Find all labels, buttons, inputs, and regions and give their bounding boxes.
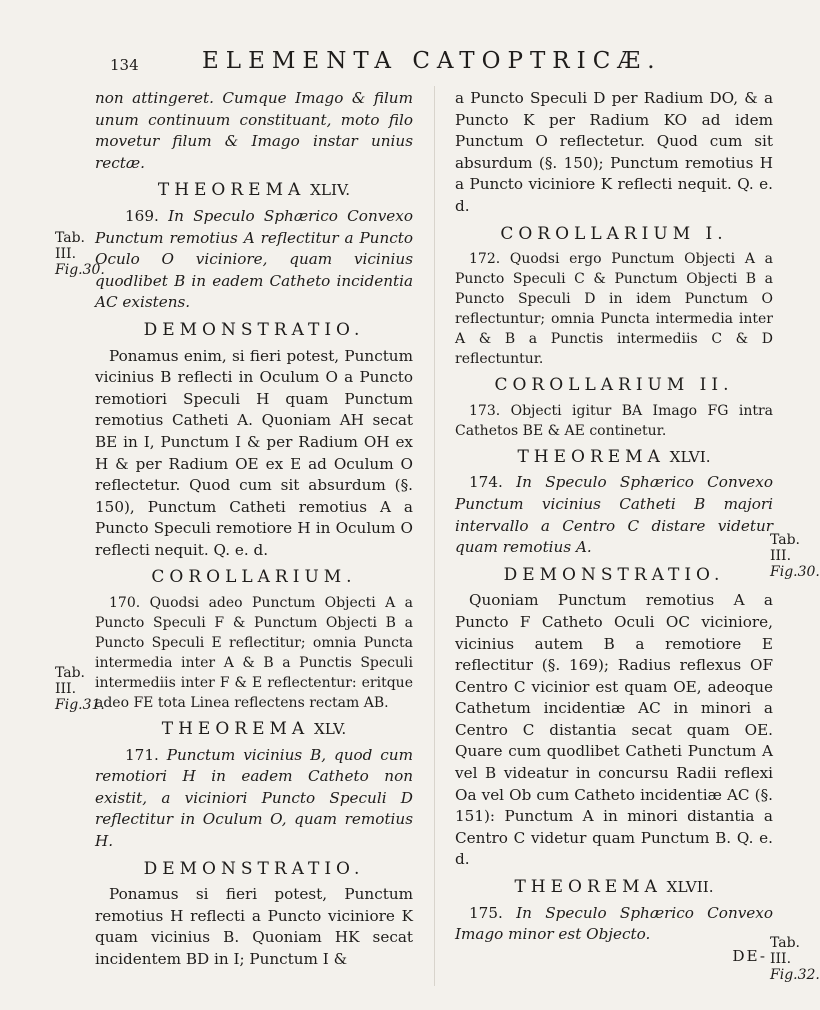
theorem-number: XLVII. (666, 878, 714, 897)
demonstratio-1-heading (95, 320, 413, 342)
margin-note-left-2 (55, 665, 105, 713)
demonstratio-3-text: Quoniam Punctum remotius A a Puncto F Catheto Oculi OC viciniore, vicinius autem B a remotiore E reflectitur (§. 169); Radius reflexus OF Centro C vicinior est quam OE, adeoque Cathetum incidentiæ AC in minori a Centro C distantia secat quam OE. Quare cum quodlibet Catheti Punctum A vel B videatur in concursu Radii reflexi Oa vel Ob cum Catheto incidentiæ AC (§. 151): Punctum A in minori distantia a Centro C videtur quam Punctum B. Q. e. d. (455, 591, 773, 869)
margin-figure: Fig.30. (55, 262, 105, 278)
theorem-47-statement (455, 903, 773, 946)
corollarium-body: Objecti igitur BA Imago FG intra Cathetos BE & AE continetur. (455, 402, 774, 439)
corollarium-label: COROLLARIUM II. (494, 375, 734, 396)
demonstratio-label: DEMONSTRATIO. (143, 319, 365, 340)
demonstratio-label: DEMONSTRATIO. (143, 858, 365, 879)
margin-note-left-1 (55, 230, 105, 278)
corollarium-body: Quodsi adeo Punctum Objecti A a Puncto Speculi F & Punctum Objecti B a Puncto Speculi E reflectitur; omnia Puncta intermedia inter A & B a Punctis Speculi intermediis inter F & E reflectentur: eritque adeo FE tota Linea reflectens rectam AB. (95, 595, 414, 712)
theorem-label: THEOREMA (161, 719, 310, 740)
margin-note-right-2 (770, 935, 820, 983)
demonstratio-3-heading (455, 565, 773, 587)
margin-note-right-1 (770, 532, 820, 580)
theorem-statement: Punctum vicinius B, quod cum remotiori H in eadem Catheto non existit, a viciniori Puncto Speculi D reflectitur in Oculum O, quam remotius H. (95, 745, 413, 851)
margin-figure: Fig.30. (770, 564, 820, 580)
right-column (455, 88, 773, 967)
demonstratio-label: DEMONSTRATIO. (503, 564, 725, 585)
margin-tab: Tab. (770, 935, 801, 951)
theorem-46-heading (455, 447, 773, 469)
left-column (95, 88, 413, 971)
margin-plate: III. (770, 548, 792, 564)
theorem-number: XLIV. (310, 181, 351, 200)
margin-plate: III. (770, 951, 792, 967)
corollarium-1-text (455, 249, 773, 369)
theorem-number: XLVI. (669, 447, 711, 466)
theorem-46-statement (455, 472, 773, 558)
corollarium-heading (95, 567, 413, 589)
margin-tab: Tab. (770, 532, 801, 548)
theorem-45-heading (95, 719, 413, 741)
corollarium-2-heading (455, 375, 773, 397)
paragraph-number: 172. (469, 251, 501, 268)
corollarium-text (95, 593, 413, 713)
theorem-label: THEOREMA (514, 877, 662, 898)
theorem-47-heading (455, 877, 773, 899)
theorem-44-statement (95, 206, 413, 314)
demonstratio-1-text: Ponamus enim, si fieri potest, Punctum vicinius B reflecti in Oculum O a Puncto remotiori Speculi H quam Punctum remotius Catheti A. Quoniam AH secat BE in I, Punctum I & per Radium OH ex H & per Radium OE ex E ad Oculum O reflectetur. Quod cum sit absurdum (§. 150), Punctum Catheti remotius A a Puncto Speculi remotiore H in Oculum O reflecti nequit. Q. e. d. (95, 346, 413, 559)
margin-plate: III. (55, 681, 77, 697)
running-title: ELEMENTA CATOPTRICÆ. (202, 48, 662, 74)
paragraph-number: 174. (469, 473, 503, 492)
paragraph-number: 171. (125, 745, 159, 764)
theorem-label: THEOREMA (517, 446, 665, 467)
theorem-statement: In Speculo Sphærico Convexo Punctum vicinius Catheti B majori intervallo a Centro C distare videtur quam remotius A. (455, 473, 773, 557)
margin-tab: Tab. (55, 665, 86, 681)
corollarium-body: Quodsi ergo Punctum Objecti A a Puncto Speculi C & Punctum Objecti B a Puncto Speculi D in idem Punctum O reflectuntur; omnia Puncta intermedia inter A & B a Punctis intermediis C & D reflectuntur. (455, 251, 773, 368)
page-number: 134 (110, 56, 139, 74)
corollarium-label: COROLLARIUM I. (500, 223, 728, 244)
margin-tab: Tab. (55, 230, 86, 246)
catchword: DE- (732, 946, 767, 965)
margin-figure: Fig.31. (55, 697, 105, 713)
margin-plate: III. (55, 246, 77, 262)
corollarium-label: COROLLARIUM. (151, 567, 357, 588)
theorem-statement: In Speculo Sphærico Convexo Punctum remotius A reflectitur a Puncto Oculo O viciniore, quam vicinius quodlibet B in eadem Catheto incidentia AC existens. (95, 206, 413, 312)
page-header (92, 44, 782, 84)
corollarium-1-heading (455, 224, 773, 246)
demonstratio-2-heading (95, 859, 413, 881)
theorem-number: XLV. (314, 720, 347, 739)
theorem-45-statement (95, 745, 413, 853)
paragraph-number: 173. (469, 402, 501, 419)
intro-paragraph: non attingeret. Cumque Imago & filum unum continuum constituant, moto filo movetur filum & Imago instar unius rectæ. (95, 89, 413, 172)
column-divider (434, 86, 435, 986)
corollarium-2-text (455, 401, 773, 441)
theorem-statement: In Speculo Sphærico Convexo Imago minor est Objecto. (455, 903, 773, 944)
paragraph-number: 169. (125, 206, 159, 225)
continued-paragraph: a Puncto Speculi D per Radium DO, & a Puncto K per Radium KO ad idem Punctum O reflectetur. Quod cum sit absurdum (§. 150); Punctum remotius H a Puncto viciniore K reflecti nequit. Q. e. d. (455, 89, 773, 215)
paragraph-number: 170. (109, 595, 141, 612)
paragraph-number: 175. (469, 903, 503, 922)
theorem-label: THEOREMA (157, 180, 306, 201)
theorem-44-heading (95, 180, 413, 202)
margin-figure: Fig.32. (770, 967, 820, 983)
demonstratio-2-text: Ponamus si fieri potest, Punctum remotius H reflecti a Puncto viciniore K quam vicinius B. Quoniam HK secat incidentem BD in I; Punctum I & (95, 885, 413, 968)
